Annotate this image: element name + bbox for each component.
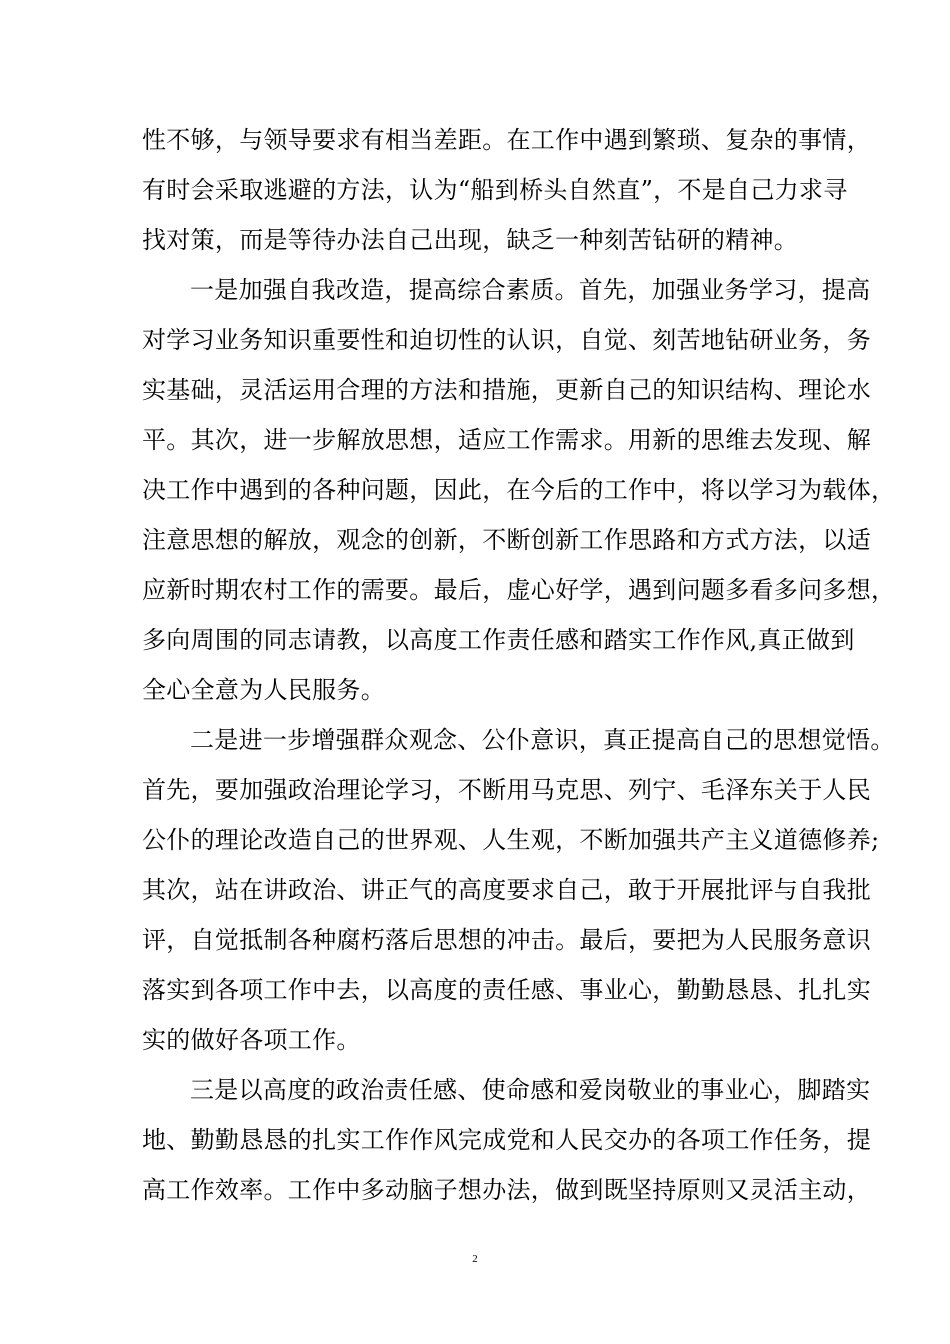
text-line: 对学习业务知识重要性和迫切性的认识，自觉、刻苦地钻研业务，务 [142, 326, 871, 354]
text-line: 全心全意为人民服务。 [142, 676, 385, 704]
paragraph-start-line: 一是加强自我改造，提高综合素质。首先，加强业务学习，提高 [190, 276, 871, 304]
text-line: 实基础，灵活运用合理的方法和措施，更新自己的知识结构、理论水 [142, 376, 871, 404]
text-line: 多向周围的同志请教，以高度工作责任感和踏实工作作风,真正做到 [142, 626, 855, 654]
text-line: 决工作中遇到的各种问题，因此，在今后的工作中，将以学习为载体， [142, 476, 896, 504]
text-line: 平。其次，进一步解放思想，适应工作需求。用新的思维去发现、解 [142, 426, 871, 454]
text-line: 性不够，与领导要求有相当差距。在工作中遇到繁琐、复杂的事情， [142, 126, 871, 154]
paragraph-start-line: 二是进一步增强群众观念、公仆意识，真正提高自己的思想觉悟。 [190, 726, 895, 754]
text-line: 评，自觉抵制各种腐朽落后思想的冲击。最后，要把为人民服务意识 [142, 926, 871, 954]
text-line: 首先，要加强政治理论学习，不断用马克思、列宁、毛泽东关于人民 [142, 776, 871, 804]
text-line: 应新时期农村工作的需要。最后，虚心好学，遇到问题多看多问多想， [142, 576, 896, 604]
text-line: 公仆的理论改造自己的世界观、人生观，不断加强共产主义道德修养; [142, 826, 880, 854]
text-line: 其次，站在讲政治、讲正气的高度要求自己，敢于开展批评与自我批 [142, 876, 871, 904]
text-line: 落实到各项工作中去，以高度的责任感、事业心，勤勤恳恳、扎扎实 [142, 976, 871, 1004]
text-line: 注意思想的解放，观念的创新，不断创新工作思路和方式方法，以适 [142, 526, 871, 554]
text-line: 有时会采取逃避的方法，认为“船到桥头自然直”，不是自己力求寻 [142, 176, 848, 204]
text-line: 地、勤勤恳恳的扎实工作作风完成党和人民交办的各项工作任务，提 [142, 1126, 871, 1154]
text-line: 找对策，而是等待办法自己出现，缺乏一种刻苦钻研的精神。 [142, 226, 799, 254]
page-number: 2 [472, 1253, 478, 1265]
text-line: 高工作效率。工作中多动脑子想办法，做到既坚持原则又灵活主动， [142, 1176, 871, 1204]
text-line: 实的做好各项工作。 [142, 1026, 361, 1054]
paragraph-start-line: 三是以高度的政治责任感、使命感和爱岗敬业的事业心，脚踏实 [190, 1076, 871, 1104]
